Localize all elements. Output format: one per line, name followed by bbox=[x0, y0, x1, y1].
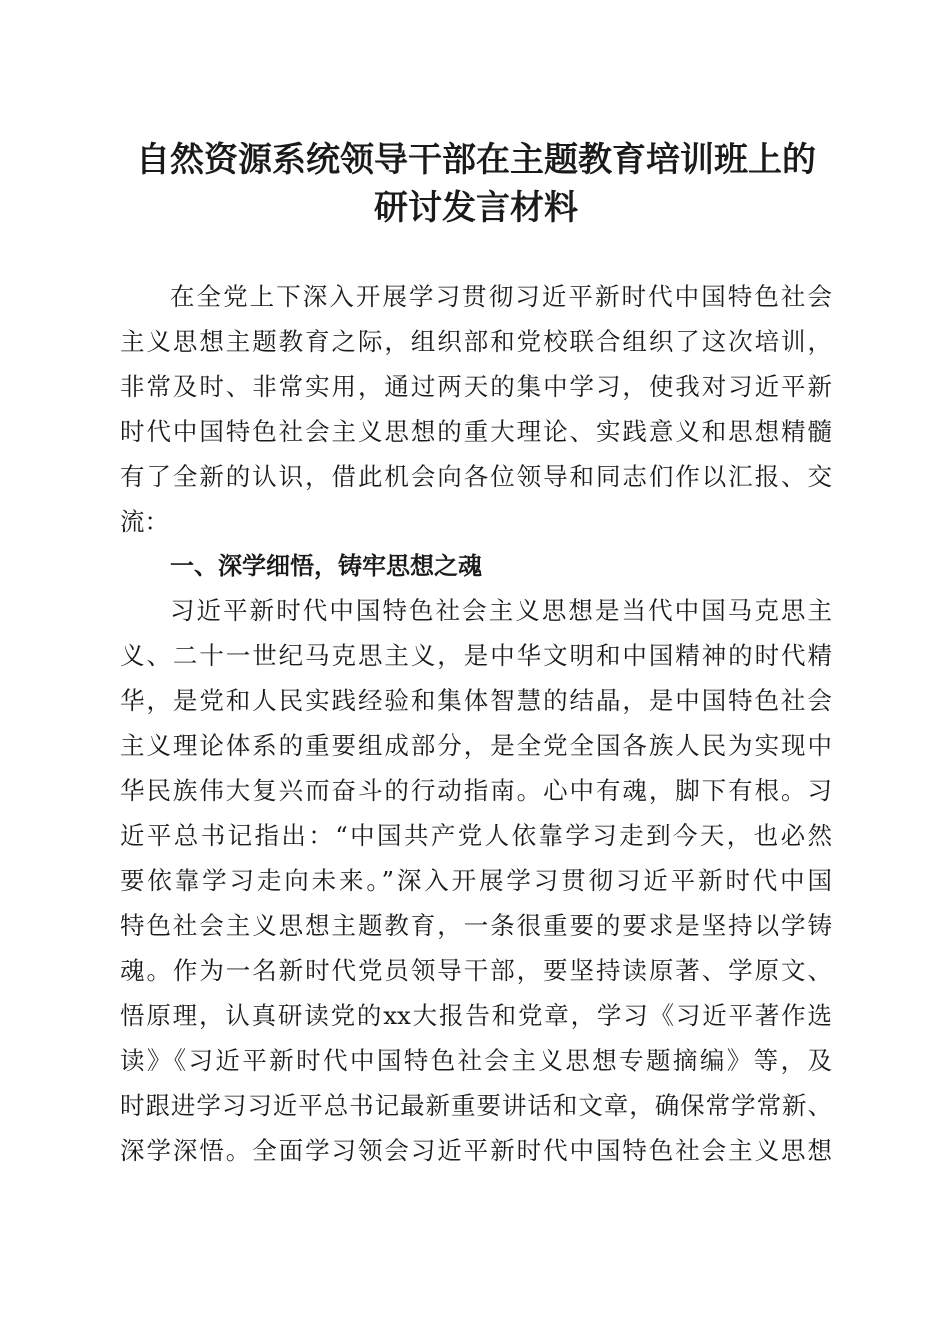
intro-line: 非常及时、非常实用，通过两天的集中学习，使我对习近平新 bbox=[120, 372, 832, 401]
section-1-line: 主义理论体系的重要组成部分，是全党全国各族人民为实现中 bbox=[120, 731, 832, 760]
section-1-line: 要依靠学习走向未来。”深入开展学习贯彻习近平新时代中国 bbox=[120, 866, 832, 895]
section-1-line: 悟原理，认真研读党的xx大报告和党章，学习《习近平著作选 bbox=[120, 1001, 832, 1030]
section-1-line: 近平总书记指出：“中国共产党人依靠学习走到今天，也必然 bbox=[120, 821, 832, 850]
section-heading-1: 一、深学细悟，铸牢思想之魂 bbox=[170, 552, 482, 580]
section-1-line: 读》《习近平新时代中国特色社会主义思想专题摘编》等，及 bbox=[120, 1046, 832, 1075]
intro-line: 流： bbox=[120, 507, 169, 536]
section-1-line: 义、二十一世纪马克思主义，是中华文明和中国精神的时代精 bbox=[120, 641, 832, 670]
intro-line: 在全党上下深入开展学习贯彻习近平新时代中国特色社会 bbox=[170, 282, 832, 311]
section-1-line: 时跟进学习习近平总书记最新重要讲话和文章，确保常学常新、 bbox=[120, 1091, 832, 1120]
section-1-line: 深学深悟。全面学习领会习近平新时代中国特色社会主义思想 bbox=[120, 1136, 832, 1165]
intro-line: 主义思想主题教育之际，组织部和党校联合组织了这次培训， bbox=[120, 327, 832, 356]
intro-line: 时代中国特色社会主义思想的重大理论、实践意义和思想精髓 bbox=[120, 417, 832, 446]
document-title-line-1: 自然资源系统领导干部在主题教育培训班上的 bbox=[136, 140, 816, 180]
section-1-line: 华民族伟大复兴而奋斗的行动指南。心中有魂，脚下有根。习 bbox=[120, 776, 832, 805]
section-1-line: 特色社会主义思想主题教育，一条很重要的要求是坚持以学铸 bbox=[120, 911, 832, 940]
document-title-line-2: 研讨发言材料 bbox=[374, 188, 578, 228]
section-1-line: 魂。作为一名新时代党员领导干部，要坚持读原著、学原文、 bbox=[120, 956, 832, 985]
section-1-line: 华，是党和人民实践经验和集体智慧的结晶，是中国特色社会 bbox=[120, 686, 832, 715]
intro-line: 有了全新的认识，借此机会向各位领导和同志们作以汇报、交 bbox=[120, 462, 832, 491]
section-1-line: 习近平新时代中国特色社会主义思想是当代中国马克思主 bbox=[170, 596, 832, 625]
